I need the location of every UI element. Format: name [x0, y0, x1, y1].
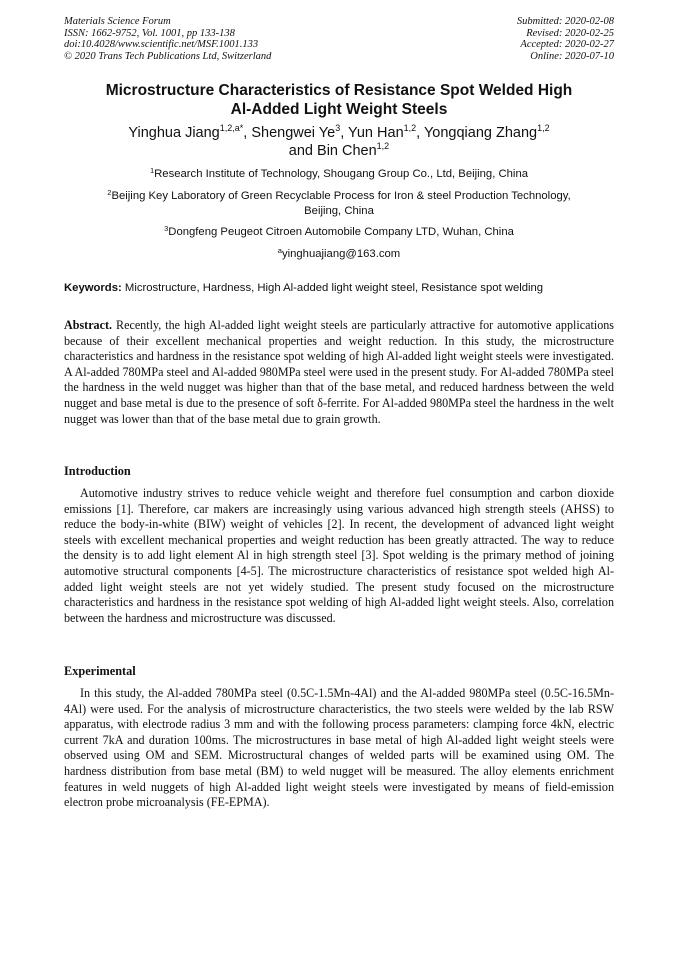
- paper-title: [80, 82, 598, 119]
- author-sup: 1,2: [537, 123, 550, 133]
- section-heading-introduction: Introduction: [64, 464, 131, 478]
- affiliation-text: Research Institute of Technology, Shougang Group Co., Ltd, Beijing, China: [154, 168, 529, 180]
- experimental-paragraph: In this study, the Al-added 780MPa steel (0.5C-1.5Mn-4Al) and the Al-added 980MPa steel (0.5C-16.5Mn-4Al) were used. For the analysis of microstructure characteristics, the two steels were welded by the lab RSW apparatus, with electrode radius 3 mm and with the following process parameters: clamping force 4kN, electric current 7kA and duration 100ms. The microstructures in base metal of high Al-added light weight steels were observed using OM and SEM. Microstructural changes of welded parts will be examined using OM. The hardness distribution from base metal (BM) to weld nugget will be measured. The alloy elements enrichment features in weld nuggets of high Al-added light weight steels were investigated by means of field-emission electron probe microanalysis (FE-EPMA).: [64, 686, 614, 810]
- journal-doi: doi:10.4028/www.scientific.net/MSF.1001.133: [64, 39, 259, 51]
- date-accepted: Accepted: 2020-02-27: [520, 39, 614, 51]
- author-sup: 1,2,a*: [219, 123, 244, 133]
- author-line-1: [70, 124, 608, 142]
- affiliation-1: [64, 167, 614, 182]
- abstract-label: Abstract.: [64, 318, 113, 332]
- affiliation-text: Dongfeng Peugeot Citroen Automobile Company LTD, Wuhan, China: [168, 226, 514, 238]
- author-name: Yongqiang Zhang: [423, 125, 538, 141]
- affiliation-sup: 2: [107, 188, 112, 197]
- journal-name: Materials Science Forum: [64, 16, 171, 27]
- journal-copyright: © 2020 Trans Tech Publications Ltd, Switzerland: [64, 50, 272, 62]
- abstract: [64, 318, 614, 427]
- affiliation-2: [64, 189, 614, 218]
- section-heading-experimental: Experimental: [64, 664, 136, 678]
- affiliation-line: Beijing, China: [304, 204, 374, 217]
- email-sup: a: [277, 246, 282, 255]
- date-online: Online: 2020-07-10: [530, 50, 614, 62]
- affiliation-text: Beijing Key Laboratory of Green Recyclable Process for Iron & steel Production Technology,: [111, 190, 571, 202]
- date-submitted: Submitted: 2020-02-08: [516, 16, 614, 27]
- affiliation-sup: 1: [149, 166, 155, 175]
- email-address: yinghuajiang@163.com: [281, 248, 401, 260]
- author-name: Yun Han: [348, 125, 404, 141]
- corresponding-email: [64, 247, 614, 262]
- introduction-paragraph: Automotive industry strives to reduce vehicle weight and therefore fuel consumption and carbon dioxide emissions [1]. Therefore, car makers are increasingly using various advanced high strength steels (AHSS) to reduce the body-in-white (BIW) weight of vehicles [2]. In recent, the development of advanced light weight steels with excellent mechanical properties and weight reduction has been greatly attracted. The way to reduce the density is to add light element Al in high strength steel [3]. Spot welding is the primary method of joining automotive structural components [4-5]. The microstructure characteristics of resistance spot welded high Al-added light weight steels are not yet widely studied. The present study focused on the microstructure characteristics and hardness in the resistance spot welding of high Al-added light weight steels. Also, correlation between the hardness and microstructure was discussed.: [64, 486, 614, 625]
- author-sep: ,: [340, 125, 348, 141]
- author-sep: ,: [243, 125, 252, 141]
- journal-info: [64, 16, 271, 62]
- keywords: [64, 281, 624, 295]
- keywords-label: Keywords:: [64, 282, 122, 294]
- author-line-2: [70, 142, 608, 160]
- publication-dates: [517, 16, 614, 62]
- abstract-text: Recently, the high Al-added light weight steels are particularly attractive for automotive applications because of their excellent mechanical properties and weight reduction. In this study, the microstructure characteristics and hardness in the resistance spot welding of high Al-added light weight steels were investigated. A Al-added 780MPa steel and Al-added 980MPa steel were used in the present study. For Al-added 780MPa steel the hardness in the weld nugget was higher than that of the base metal, and reduced hardness between the weld nugget and base metal is due to the presence of soft δ-ferrite. For Al-added 980MPa steel the hardness in the welt nugget was lower than that of the base metal due to grain growth.: [64, 318, 614, 426]
- author-sup: 1,2: [376, 141, 390, 151]
- affiliation-sup: 3: [164, 224, 169, 233]
- author-list: [70, 124, 608, 160]
- author-name: and Bin Chen: [288, 143, 377, 159]
- date-revised: Revised: 2020-02-25: [526, 27, 614, 39]
- author-sup: 1,2: [403, 123, 417, 133]
- affiliation-line: [64, 189, 614, 204]
- keywords-text: Microstructure, Hardness, High Al-added light weight steel, Resistance spot welding: [121, 282, 544, 294]
- author-sup: 3: [335, 123, 341, 133]
- author-name: Shengwei Ye: [251, 125, 336, 141]
- title-line-2: Al-Added Light Weight Steels: [230, 100, 448, 118]
- title-line-1: Microstructure Characteristics of Resistance Spot Welded High: [105, 82, 573, 99]
- journal-issn: ISSN: 1662-9752, Vol. 1001, pp 133-138: [64, 27, 235, 39]
- affiliation-3: [64, 225, 614, 240]
- author-sep: ,: [416, 125, 424, 141]
- author-name: Yinghua Jiang: [128, 125, 220, 141]
